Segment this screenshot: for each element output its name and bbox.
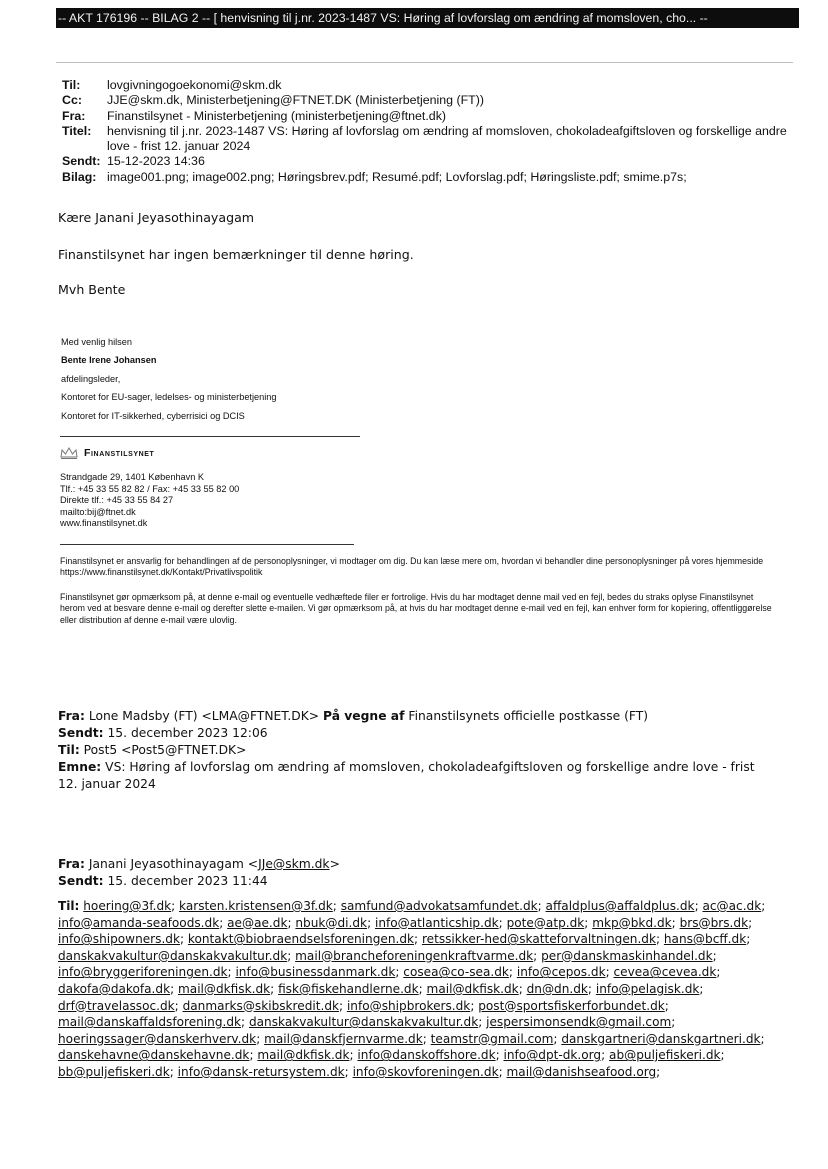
message-body: Finanstilsynet har ingen bemærkninger til denne høring. [58, 247, 414, 262]
recipient-email-link[interactable]: fisk@fiskehandlerne.dk [278, 981, 419, 996]
finanstilsynet-logo [60, 446, 154, 460]
recipient-email-link[interactable]: danmarks@skibskredit.dk [182, 998, 340, 1013]
contact-web-link[interactable]: www.finanstilsynet.dk [60, 518, 148, 529]
contact-block [60, 472, 239, 530]
recipient-email-link[interactable]: info@businessdanmark.dk [235, 965, 396, 980]
signature-office-1: Kontoret for EU-sager, ledelses- og ministerbetjening [61, 392, 277, 403]
recipient-email-link[interactable]: drf@travelassoc.dk [58, 998, 175, 1013]
signoff: Mvh Bente [58, 282, 126, 297]
contact-address: Strandgade 29, 1401 København K [60, 472, 205, 482]
recipient-email-link[interactable]: ac@ac.dk [702, 899, 762, 913]
forward1-til-value: Post5 <Post5@FTNET.DK> [83, 743, 247, 757]
forward1-emne-label: Emne: [58, 760, 102, 774]
recipient-email-link[interactable]: danskehavne@danskehavne.dk [58, 1048, 250, 1063]
recipient-email-link[interactable]: mail@danskfjernvarme.dk [264, 1031, 423, 1046]
header-bilag-row [62, 170, 802, 185]
forward2-sendt-row [58, 873, 770, 890]
recipient-email-link[interactable]: affaldplus@affaldplus.dk [545, 899, 695, 913]
forward1-til-row [58, 742, 770, 759]
recipient-email-link[interactable]: mkp@bkd.dk [592, 915, 672, 930]
header-til-row [62, 78, 802, 93]
recipient-list: Til: hoering@3f.dk; karsten.kristensen@3f.dk; samfund@advokatsamfundet.dk; affaldplus@affaldplus.dk; ac@ac.dk; info@amanda-seafoods.dk; ae@ae.dk; nbuk@di.dk; info@atlanticship.dk; pote@atp.dk; mkp@bkd.dk; brs@brs.dk; info@shipowners.dk; kontakt@biobraendselsforeningen.dk; retssikker-hed@skatteforvaltningen.dk; hans@bcff.dk; danskakvakultur@danskakvakultur.dk; mail@brancheforeningenkraftvarme.dk; per@danskmaskinhandel.dk; info@bryggeriforeningen.dk; info@businessdanmark.dk; cosea@co-sea.dk; info@cepos.dk; cevea@cevea.dk; dakofa@dakofa.dk; mail@dkfisk.dk; fisk@fiskehandlerne.dk; mail@dkfisk.dk; dn@dn.dk; info@pelagisk.dk; drf@travelassoc.dk; danmarks@skibskredit.dk; info@shipbrokers.dk; post@sportsfiskerforbundet.dk; mail@danskaffaldsforening.dk; danskakvakultur@danskakvakultur.dk; jespersimonsendk@gmail.com; hoeringssager@danskerhverv.dk; mail@danskfjernvarme.dk; teamstr@gmail.com; danskgartneri@danskgartneri.dk; danskehavne@danskehavne.dk; mail@dkfisk.dk; info@danskoffshore.dk; info@dpt-dk.org; ab@puljefiskeri.dk; bb@puljefiskeri.dk; info@dansk-retursystem.dk; info@skovforeningen.dk; mail@danishseafood.org; [58, 899, 766, 1079]
recipient-email-link[interactable]: pote@atp.dk [506, 915, 585, 930]
recipient-email-link[interactable]: bb@puljefiskeri.dk [58, 1064, 170, 1079]
forward2-fra-row [58, 856, 770, 873]
forward2-sendt-label: Sendt: [58, 874, 104, 888]
forward2-fra-email-link[interactable]: JJe@skm.dk [258, 857, 330, 871]
forward1-fra-label: Fra: [58, 709, 85, 723]
recipient-email-link[interactable]: info@danskoffshore.dk [357, 1048, 496, 1063]
forward1-fra-value: Lone Madsby (FT) <LMA@FTNET.DK> [88, 709, 320, 723]
recipient-email-link[interactable]: per@danskmaskinhandel.dk [541, 948, 713, 963]
forward-header-1 [58, 708, 770, 793]
forward1-fra-row [58, 708, 770, 725]
recipient-email-link[interactable]: teamstr@gmail.com [430, 1031, 554, 1046]
recipient-email-link[interactable]: danskakvakultur@danskakvakultur.dk [58, 948, 288, 963]
recipient-email-link[interactable]: hoeringssager@danskerhverv.dk [58, 1031, 257, 1046]
signature-closing: Med venlig hilsen [61, 337, 132, 347]
recipient-email-link[interactable]: dakofa@dakofa.dk [58, 981, 171, 996]
recipient-email-link[interactable]: mail@dkfisk.dk [257, 1048, 350, 1063]
forward1-sendt-label: Sendt: [58, 726, 104, 740]
forward2-fra-end: > [329, 857, 340, 871]
signature-name: Bente Irene Johansen [61, 355, 157, 366]
recipient-email-link[interactable]: ab@puljefiskeri.dk [609, 1048, 721, 1063]
recipient-email-link[interactable]: mail@dkfisk.dk [178, 981, 271, 996]
recipient-email-link[interactable]: info@dansk-retursystem.dk [177, 1064, 345, 1079]
forward2-fra-name: Janani Jeyasothinayagam < [88, 857, 259, 871]
header-value: JJE@skm.dk, Ministerbetjening@FTNET.DK (Ministerbetjening (FT)) [107, 93, 484, 108]
privacy-disclaimer: Finanstilsynet er ansvarlig for behandlingen af de personoplysninger, vi modtager om dig. Du kan læse mere om, hvordan vi behandler dine personoplysninger på vores hjemmeside https://www.finanstilsynet.dk/Kontakt/Privatlivspolitik [60, 556, 764, 578]
signature-office-2: Kontoret for IT-sikkerhed, cyberrisici og DCIS [61, 410, 245, 421]
logo-text: Finanstilsynet [84, 447, 155, 459]
header-value: henvisning til j.nr. 2023-1487 VS: Høring af lovforslag om ændring af momsloven, chokoladeafgiftsloven og forskellige andre love - frist 12. januar 2024 [107, 123, 787, 154]
greeting: Kære Janani Jeyasothinayagam [58, 210, 255, 225]
recipient-email-link[interactable]: post@sportsfiskerforbundet.dk [478, 998, 665, 1013]
recipient-email-link[interactable]: info@shipbrokers.dk [346, 998, 471, 1013]
forward1-behalf-value: Finanstilsynets officielle postkasse (FT) [408, 709, 649, 723]
forward1-behalf-label: På vegne af [323, 709, 405, 723]
header-cc-row [62, 93, 802, 108]
document-banner: -- AKT 176196 -- BILAG 2 -- [ henvisning til j.nr. 2023-1487 VS: Høring af lovforslag om ændring af momsloven, cho... -- [56, 8, 799, 28]
crown-icon [60, 446, 78, 460]
recipient-email-link[interactable]: info@shipowners.dk [58, 932, 180, 947]
signature-title: afdelingsleder, [61, 373, 121, 384]
recipient-email-link[interactable]: hoering@3f.dk [83, 899, 172, 913]
header-fra-row [62, 109, 802, 124]
forward2-fra-label: Fra: [58, 857, 85, 871]
recipient-email-link[interactable]: mail@danishseafood.org [506, 1064, 657, 1079]
recipient-email-link[interactable]: jespersimonsendk@gmail.com [486, 1015, 672, 1030]
header-sendt-row [62, 154, 802, 169]
forward1-til-label: Til: [58, 743, 80, 757]
recipient-email-link[interactable]: kontakt@biobraendselsforeningen.dk [187, 932, 415, 947]
contact-phone: Tlf.: +45 33 55 82 82 / Fax: +45 33 55 82 00 [60, 483, 240, 494]
recipient-email-link[interactable]: hans@bcff.dk [663, 932, 747, 947]
recipient-email-link[interactable]: dn@dn.dk [526, 981, 588, 996]
forward2-sendt-value: 15. december 2023 11:44 [107, 874, 268, 888]
forward2-til-label: Til: [58, 899, 80, 913]
header-label: Til: [62, 78, 81, 92]
recipient-email-link[interactable]: cevea@cevea.dk [613, 965, 717, 980]
forward1-emne-row [58, 759, 770, 793]
forward-header-2 [58, 856, 770, 890]
recipient-email-link[interactable]: info@cepos.dk [516, 965, 606, 980]
recipient-email-link[interactable]: retssikker-hed@skatteforvaltningen.dk [421, 932, 656, 947]
header-label: Fra: [62, 108, 86, 123]
header-value: image001.png; image002.png; Høringsbrev.pdf; Resumé.pdf; Lovforslag.pdf; Høringsliste.pdf; smime.p7s; [107, 169, 687, 184]
contact-mail-link[interactable]: mailto:bij@ftnet.dk [60, 506, 136, 517]
recipient-email-link[interactable]: brs@brs.dk [679, 915, 749, 930]
recipient-email-link[interactable]: info@dpt-dk.org [503, 1048, 602, 1063]
recipient-email-link[interactable]: cosea@co-sea.dk [403, 965, 509, 980]
forward1-emne-value: VS: Høring af lovforslag om ændring af momsloven, chokoladeafgiftsloven og forskellige andre love - frist 12. januar 2024 [58, 760, 755, 791]
signature-divider [60, 436, 360, 437]
forward1-sendt-row [58, 725, 770, 742]
confidentiality-disclaimer: Finanstilsynet gør opmærksom på, at denne e-mail og eventuelle vedhæftede filer er fortrolige. Hvis du har modtaget denne mail ved en fejl, bedes du straks oplyse Finanstilsynet herom ved at besvare denne e-mail og derefter slette e-mailen. Vi gør opmærksom på, at hvis du har modtaget denne e-mail ved en fejl, kan enhver form for kopiering, offentliggørelse eller distribution af denne e-mail være ulovlig. [60, 592, 772, 625]
header-label: Sendt: [62, 154, 101, 169]
recipient-email-link[interactable]: mail@dkfisk.dk [426, 981, 519, 996]
contact-divider [60, 544, 354, 545]
recipient-email-link[interactable]: danskgartneri@danskgartneri.dk [561, 1031, 761, 1046]
signature-block [61, 333, 277, 425]
recipient-email-link[interactable]: info@skovforeningen.dk [352, 1064, 499, 1079]
recipient-email-link[interactable]: info@amanda-seafoods.dk [58, 915, 220, 930]
header-value: Finanstilsynet - Ministerbetjening (ministerbetjening@ftnet.dk) [107, 108, 447, 123]
recipient-email-link[interactable]: info@bryggeriforeningen.dk [58, 965, 228, 980]
header-titel-row [62, 124, 802, 155]
header-label: Cc: [62, 93, 82, 108]
top-divider [56, 62, 793, 63]
email-header [62, 78, 802, 185]
header-value: lovgivningogoekonomi@skm.dk [107, 78, 282, 92]
recipient-email-link[interactable]: mail@brancheforeningenkraftvarme.dk [295, 948, 534, 963]
header-label: Titel: [62, 123, 92, 138]
forward1-sendt-value: 15. december 2023 12:06 [107, 726, 268, 740]
recipient-email-link[interactable]: ae@ae.dk [227, 915, 288, 930]
recipient-email-link[interactable]: info@atlanticship.dk [374, 915, 499, 930]
recipient-email-link[interactable]: samfund@advokatsamfundet.dk [340, 899, 538, 913]
header-label: Bilag: [62, 169, 97, 184]
recipient-email-link[interactable]: nbuk@di.dk [295, 915, 368, 930]
header-value: 15-12-2023 14:36 [107, 154, 205, 169]
contact-direct: Direkte tlf.: +45 33 55 84 27 [60, 495, 174, 506]
recipient-email-link[interactable]: mail@danskaffaldsforening.dk [58, 1015, 242, 1030]
recipient-email-link[interactable]: info@pelagisk.dk [595, 981, 700, 996]
recipient-email-link[interactable]: karsten.kristensen@3f.dk [179, 899, 333, 913]
recipient-email-link[interactable]: danskakvakultur@danskakvakultur.dk [248, 1015, 479, 1030]
